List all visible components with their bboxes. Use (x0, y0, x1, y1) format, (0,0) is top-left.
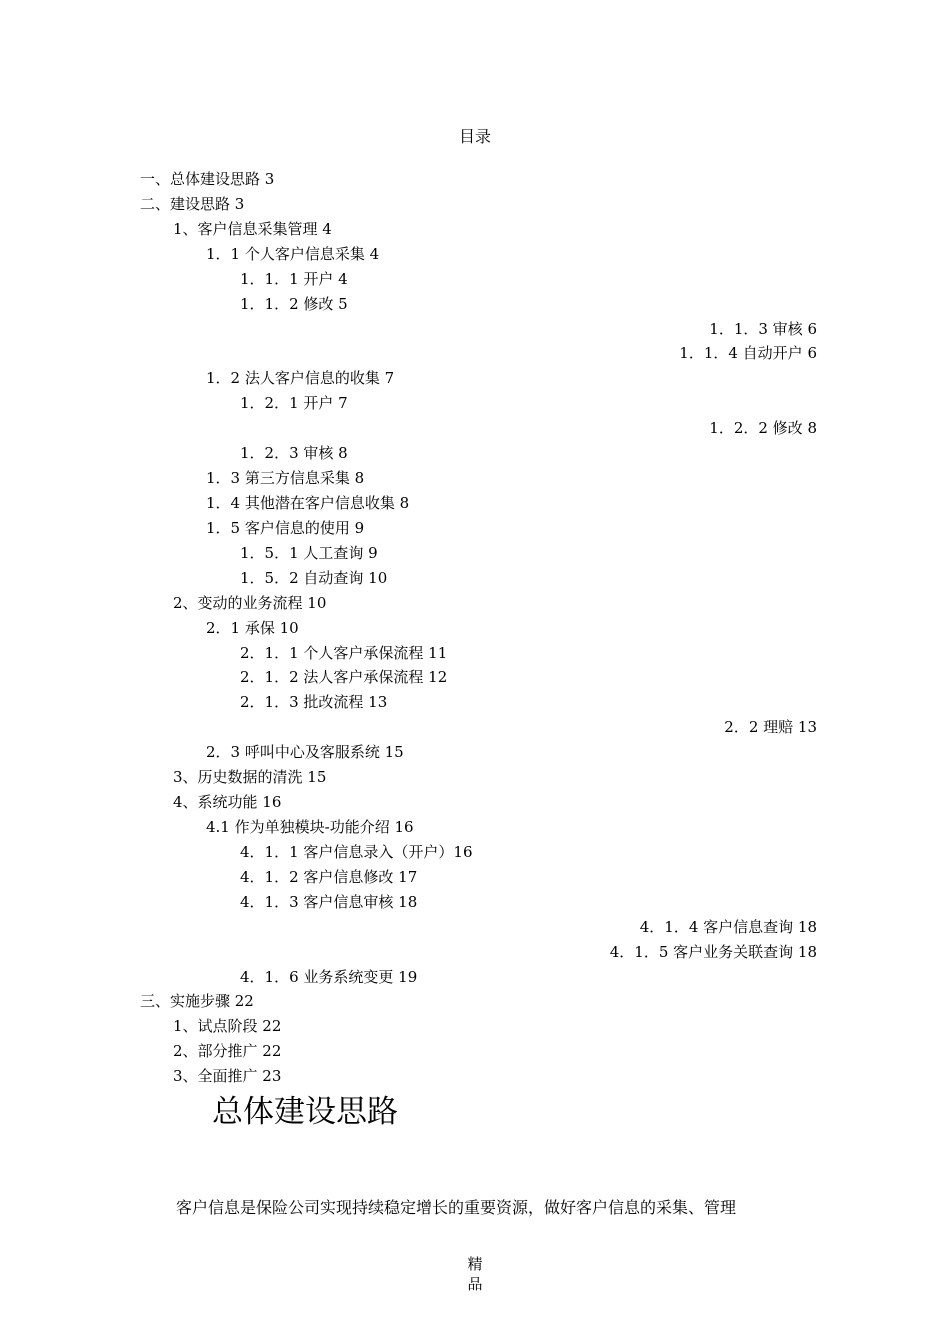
toc-entry-text: 4．1．5 客户业务关联查询 18 (609, 942, 817, 961)
toc-entry[interactable] (0, 292, 950, 317)
toc-entry-text: 一、总体建设思路 3 (140, 170, 275, 188)
toc-entry[interactable] (0, 940, 950, 965)
toc-entry[interactable] (0, 267, 950, 292)
toc-entry[interactable] (0, 491, 950, 516)
toc-entry-text: 2．1 承保 10 (206, 618, 299, 637)
toc-entry-text: 2．1．2 法人客户承保流程 12 (240, 668, 448, 687)
toc-entry[interactable] (0, 242, 950, 267)
toc-entry[interactable] (0, 516, 950, 541)
toc-entry-text: 1．5．1 人工查询 9 (240, 543, 378, 562)
toc-entry-text: 4．1．4 客户信息查询 18 (639, 917, 817, 936)
toc-entry[interactable] (0, 690, 950, 715)
toc-entry-text: 1．3 第三方信息采集 8 (206, 469, 365, 488)
toc-entry[interactable] (0, 641, 950, 666)
toc-entry[interactable] (0, 167, 950, 192)
toc-entry-text: 3、全面推广 23 (173, 1067, 282, 1086)
toc-entry-text: 2、部分推广 22 (173, 1042, 282, 1061)
footer-line-1: 精 (467, 1255, 483, 1273)
toc-entry-text: 1．5．2 自动查询 10 (240, 568, 388, 587)
toc-entry-text: 1、客户信息采集管理 4 (173, 219, 332, 238)
toc-entry[interactable] (0, 566, 950, 591)
toc-entry-text: 4．1．2 客户信息修改 17 (240, 867, 418, 886)
toc-entry-text: 4．1．6 业务系统变更 19 (240, 967, 418, 986)
toc-entry-text: 1．2 法人客户信息的收集 7 (206, 369, 395, 388)
toc-title: 目录 (458, 127, 491, 146)
toc-entry-text: 1．1．3 审核 6 (709, 319, 817, 338)
toc-entry-text: 4．1．1 客户信息录入（开户）16 (240, 842, 473, 861)
toc-entry-text: 1．2．2 修改 8 (709, 419, 817, 438)
toc-entry-text: 二、建设思路 3 (140, 194, 245, 213)
toc-entry-text: 2．1．1 个人客户承保流程 11 (240, 643, 448, 662)
toc-entry[interactable] (0, 715, 950, 740)
toc-entry-text: 1．1 个人客户信息采集 4 (206, 244, 380, 263)
toc-entry[interactable] (0, 441, 950, 466)
toc-entry-text: 3、历史数据的清洗 15 (173, 768, 327, 787)
toc-entry[interactable] (0, 865, 950, 890)
toc-entry[interactable] (0, 965, 950, 990)
toc-entry-text: 1．5 客户信息的使用 9 (206, 518, 365, 537)
section-heading: 总体建设思路 (212, 1094, 398, 1130)
toc-entry[interactable] (0, 840, 950, 865)
toc-entry-text: 2．1．3 批改流程 13 (240, 693, 388, 712)
toc-entry[interactable] (0, 740, 950, 765)
toc-entry[interactable] (0, 391, 950, 416)
toc-entry[interactable] (0, 1014, 950, 1039)
toc-entry[interactable] (0, 466, 950, 491)
toc-entry-text: 1．4 其他潜在客户信息收集 8 (206, 493, 410, 512)
toc-entry[interactable] (0, 815, 950, 840)
toc-entry-text: 4、系统功能 16 (173, 793, 282, 812)
toc-entry-text: 1．2．1 开户 7 (240, 394, 348, 413)
toc-entry-text: 三、实施步骤 22 (140, 992, 254, 1011)
toc-entry[interactable] (0, 341, 950, 366)
toc-entry[interactable] (0, 541, 950, 566)
toc-entry-text: 1．1．4 自动开户 6 (679, 344, 817, 363)
toc-entry[interactable] (0, 790, 950, 815)
toc-entry-text: 1．1．1 开户 4 (240, 269, 348, 288)
body-paragraph: 客户信息是保险公司实现持续稳定增长的重要资源，做好客户信息的采集、管理 (176, 1198, 737, 1217)
footer-line-2: 品 (467, 1275, 483, 1293)
toc-entry[interactable] (0, 366, 950, 391)
toc-entry-text: 1．1．2 修改 5 (240, 294, 348, 313)
toc-entry[interactable] (0, 1064, 950, 1089)
toc-entry[interactable] (0, 616, 950, 641)
toc-entry[interactable] (0, 317, 950, 342)
toc-entry-text: 4．1．3 客户信息审核 18 (240, 892, 418, 911)
toc-entry[interactable] (0, 416, 950, 441)
table-of-contents (0, 167, 950, 1089)
toc-entry[interactable] (0, 765, 950, 790)
toc-entry[interactable] (0, 1039, 950, 1064)
toc-entry[interactable] (0, 665, 950, 690)
toc-entry[interactable] (0, 989, 950, 1014)
toc-entry[interactable] (0, 591, 950, 616)
toc-entry-text: 1．2．3 审核 8 (240, 444, 348, 463)
toc-entry[interactable] (0, 915, 950, 940)
toc-entry-text: 4.1 作为单独模块-功能介绍 16 (206, 817, 414, 836)
toc-entry-text: 2、变动的业务流程 10 (173, 593, 327, 612)
page-footer (0, 1254, 950, 1294)
toc-entry-text: 2．2 理赔 13 (724, 718, 817, 737)
toc-entry[interactable] (0, 192, 950, 217)
toc-entry[interactable] (0, 217, 950, 242)
toc-entry[interactable] (0, 890, 950, 915)
toc-entry-text: 2．3 呼叫中心及客服系统 15 (206, 743, 404, 762)
toc-entry-text: 1、试点阶段 22 (173, 1017, 282, 1036)
